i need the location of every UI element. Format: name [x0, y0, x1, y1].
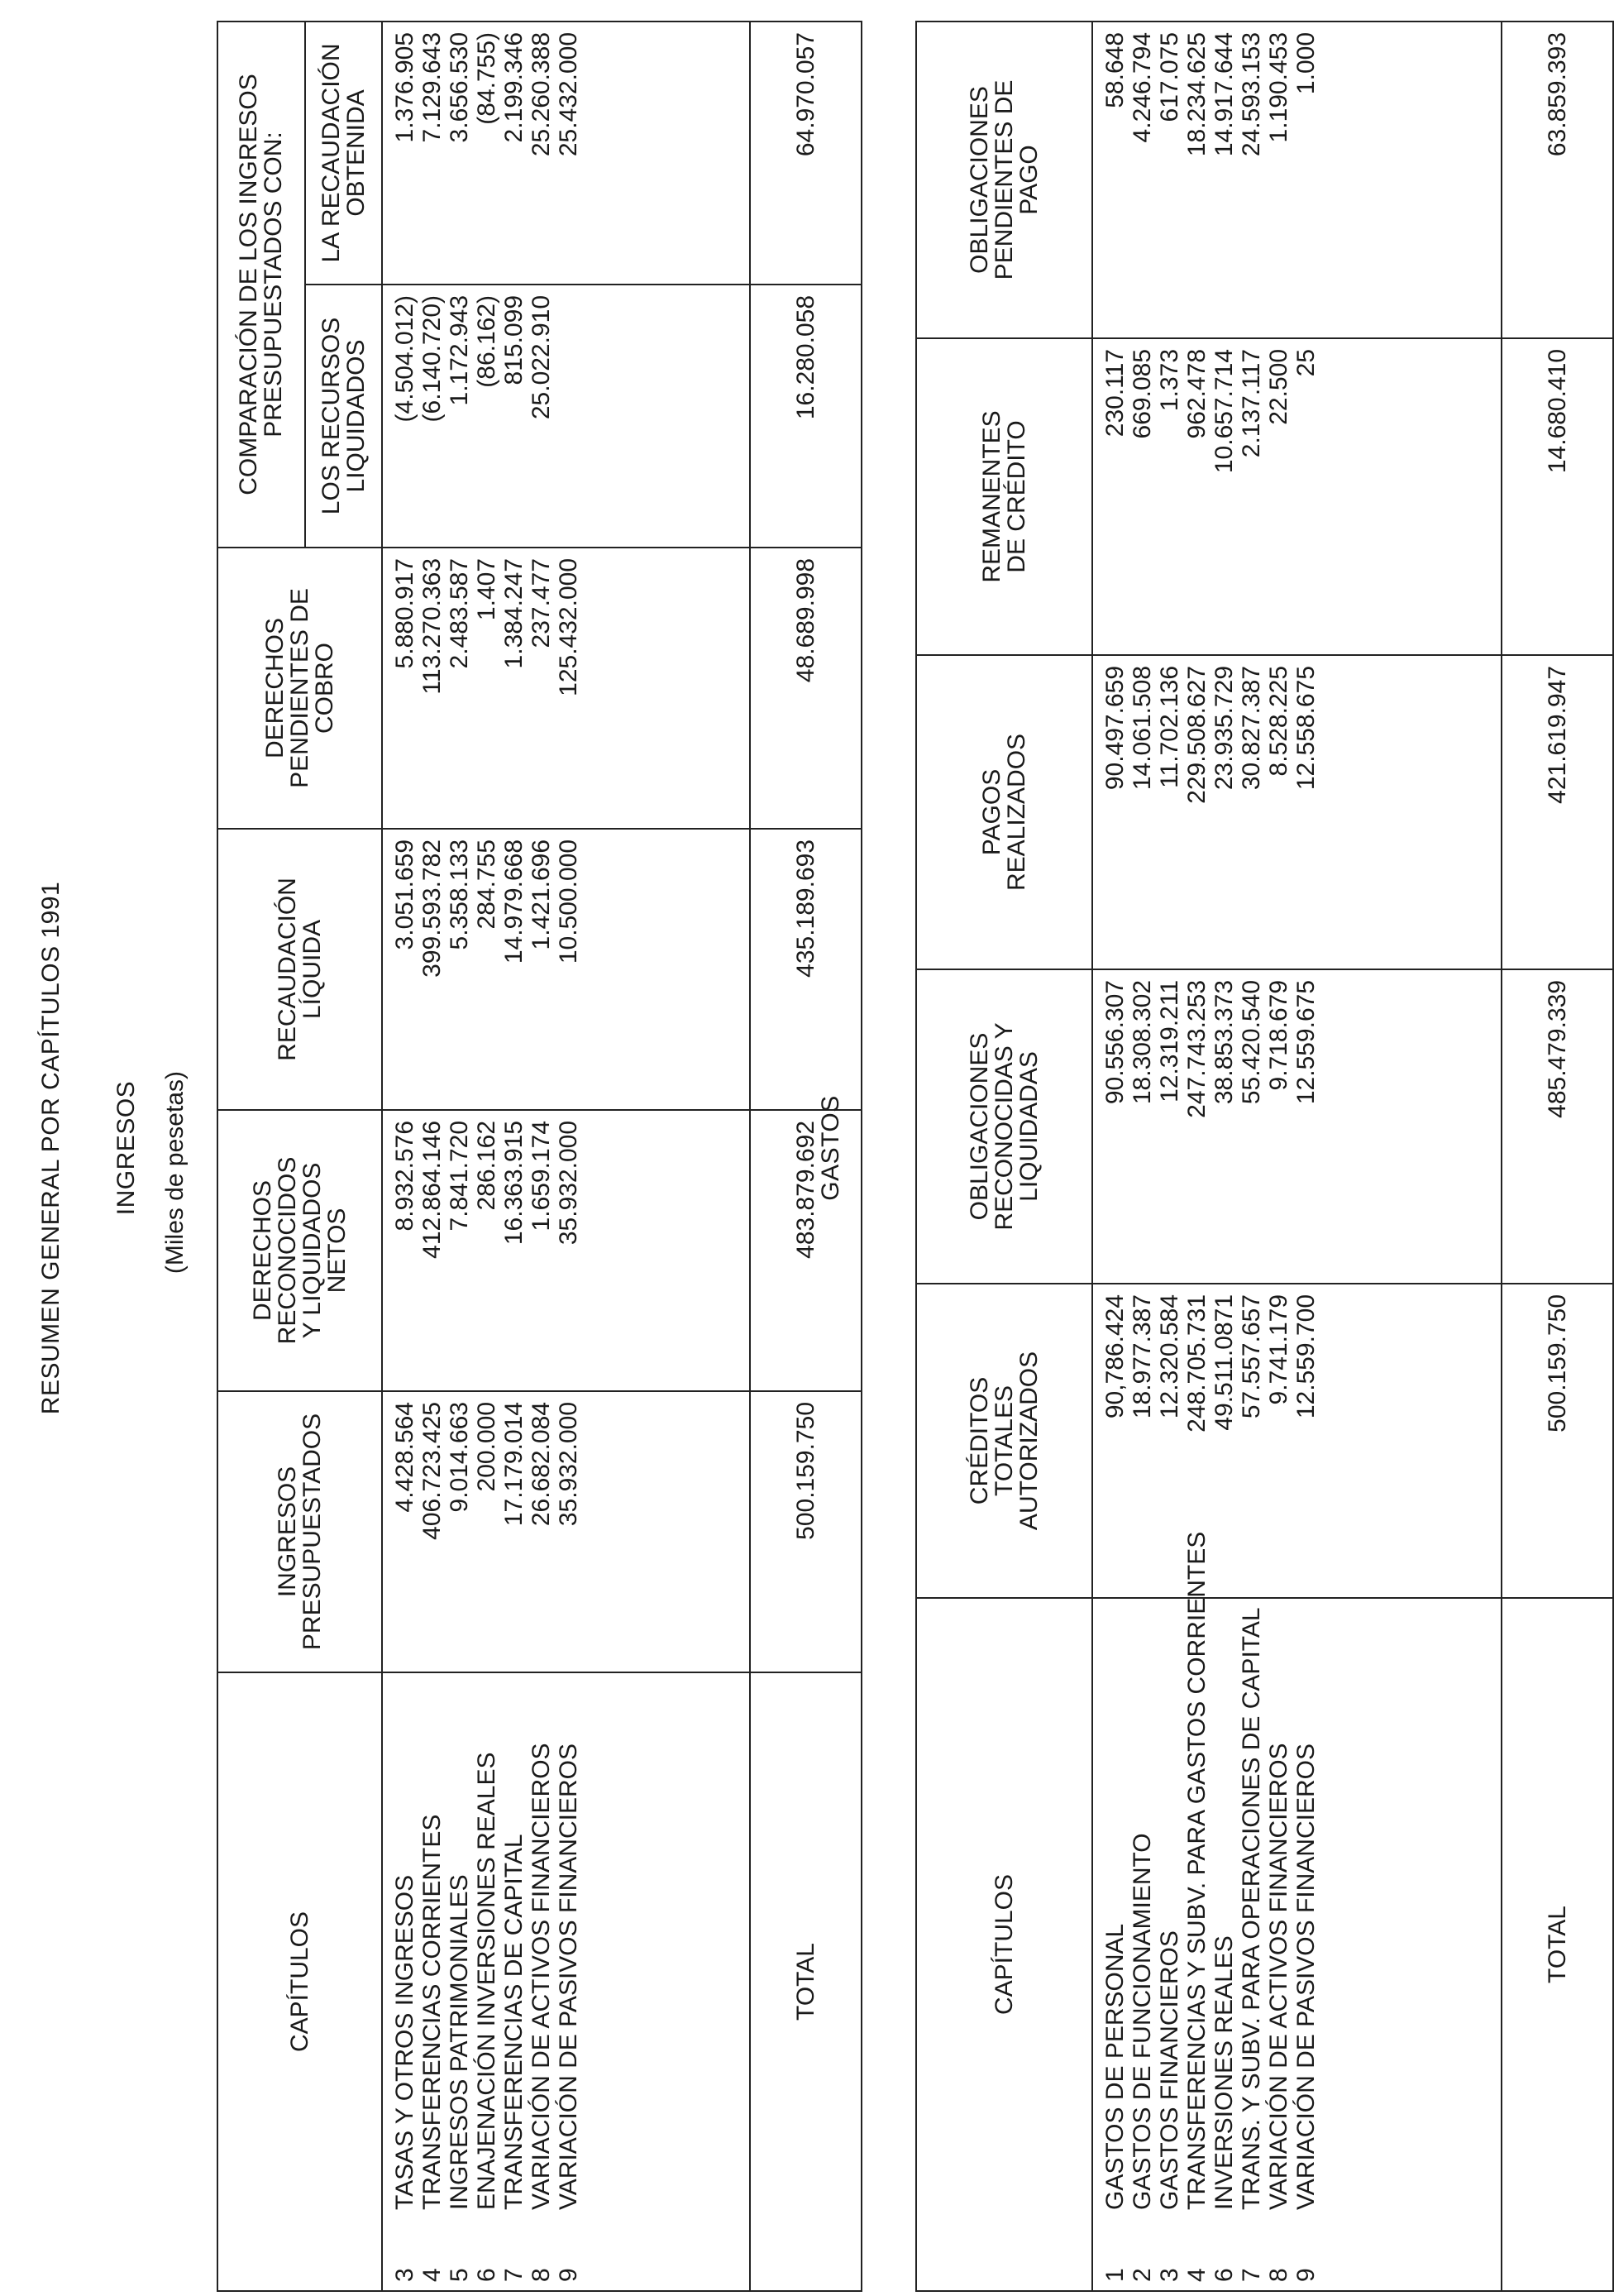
ingresos-presupuestados-values — [382, 1391, 750, 1672]
cell-value: 22.500 — [1265, 348, 1292, 425]
cell-value: 16.363.915 — [500, 1120, 528, 1246]
cell-value: 7.841.720 — [446, 1120, 473, 1232]
chapter-number: 3 — [391, 2268, 418, 2282]
document-title: RESUMEN GENERAL POR CAPÍTULOS 1991 — [37, 881, 64, 1415]
ingresos-header-presupuestados: INGRESOS PRESUPUESTADOS — [217, 1391, 382, 1672]
chapter-number: 7 — [1238, 2268, 1265, 2282]
ingresos-chapter-names — [382, 1672, 750, 2217]
chapter-name: INVERSIONES REALES — [1210, 1935, 1238, 2210]
cell-value: 90.497.659 — [1101, 665, 1129, 791]
ingresos-header-pendientes: DERECHOS PENDIENTES DE COBRO — [217, 548, 382, 829]
chapter-number: 7 — [500, 2268, 528, 2282]
gastos-remanentes-values — [1092, 338, 1502, 655]
ingresos-pendientes-values — [382, 548, 750, 829]
cell-value: (4.504.012) — [391, 294, 418, 423]
cell-value — [556, 295, 584, 547]
chapter-name: GASTOS DE FUNCIONAMIENTO — [1129, 1833, 1156, 2210]
ingresos-total-recaudacion: 435.189.693 — [750, 829, 862, 1110]
chapter-number: 8 — [528, 2268, 555, 2282]
gastos-chapter-numbers — [1092, 2217, 1502, 2291]
ingresos-total-derechos-netos: 483.879.692 — [750, 1110, 862, 1391]
cell-value: 1.172.943 — [446, 294, 473, 406]
cell-value: 248.705.731 — [1183, 1294, 1210, 1433]
gastos-total-remanentes: 14.680.410 — [1502, 338, 1613, 655]
cell-value: 25.260.388 — [528, 31, 555, 157]
chapter-name: GASTOS DE PERSONAL — [1101, 1923, 1129, 2210]
chapter-number: 5 — [446, 2268, 473, 2282]
gastos-header-creditos: CRÉDITOS TOTALES AUTORIZADOS — [916, 1284, 1092, 1598]
cell-value: 90.556.307 — [1101, 979, 1129, 1105]
cell-value: 399.593.782 — [418, 839, 446, 978]
chapter-name: INGRESOS PATRIMONIALES — [446, 1874, 473, 2210]
cell-value: 24.593.153 — [1238, 31, 1265, 157]
cell-value: 125.432.000 — [555, 557, 582, 696]
cell-value: 25.432.000 — [555, 31, 582, 157]
ingresos-recaudacion-values — [382, 829, 750, 1110]
chapter-name: TRANSFERENCIAS Y SUBV. PARA GASTOS CORRIENTES — [1183, 1531, 1210, 2210]
chapter-number: 2 — [1129, 2268, 1156, 2282]
cell-value: (86.162) — [473, 294, 500, 388]
cell-value: 90,786.424 — [1101, 1294, 1129, 1419]
cell-value: 230.117 — [1101, 348, 1129, 438]
cell-value: 412.864.146 — [418, 1120, 446, 1259]
gastos-total-pagos: 421.619.947 — [1502, 655, 1613, 969]
chapter-name: VARIACIÓN DE ACTIVOS FINANCIEROS — [1265, 1743, 1292, 2210]
ingresos-header-recaudacion: RECAUDACIÓN LÍQUIDA — [217, 829, 382, 1110]
gastos-total-row — [1502, 22, 1613, 2291]
chapter-number: 8 — [1265, 2268, 1292, 2282]
ingresos-total-presupuestados: 500.159.750 — [750, 1391, 862, 1672]
cell-value: 229.508.627 — [1183, 665, 1210, 804]
chapter-number: 4 — [418, 2268, 446, 2282]
chapter-number: 4 — [1183, 2268, 1210, 2282]
chapter-name: ENAJENACIÓN INVERSIONES REALES — [473, 1752, 500, 2210]
cell-value: 10.500.000 — [555, 839, 582, 964]
chapter-number: 9 — [1292, 2268, 1320, 2282]
gastos-body — [1092, 22, 1502, 2291]
ingresos-total-obtenida: 64.970.057 — [750, 22, 862, 285]
ingresos-total-label: TOTAL — [750, 1672, 862, 2291]
cell-value: 10.657.714 — [1210, 348, 1238, 474]
cell-value: 26.682.084 — [528, 1401, 555, 1527]
cell-value: 406.723.425 — [418, 1401, 446, 1540]
cell-value: 18.977.387 — [1129, 1294, 1156, 1419]
chapter-name: VARIACIÓN DE PASIVOS FINANCIEROS — [1292, 1744, 1320, 2210]
ingresos-total-pendientes: 48.689.998 — [750, 548, 862, 829]
cell-value: 3.656.530 — [446, 31, 473, 143]
chapter-name: TRANSFERENCIAS CORRIENTES — [418, 1814, 446, 2210]
gastos-chapter-names — [1092, 1531, 1502, 2217]
cell-value: 18.308.302 — [1129, 979, 1156, 1105]
cell-value: 8.932.576 — [391, 1120, 418, 1232]
cell-value: 25.022.910 — [528, 294, 555, 420]
cell-value: 5.880.917 — [391, 557, 418, 669]
ingresos-header-obtenida: LA RECAUDACIÓN OBTENIDA — [305, 22, 382, 285]
cell-value: 617.075 — [1156, 31, 1183, 122]
cell-value: 5.358.133 — [446, 839, 473, 950]
cell-value: 1.407 — [473, 557, 500, 621]
cell-value: 1.376.905 — [391, 31, 418, 143]
cell-value: 237.477 — [528, 557, 555, 648]
cell-value: 247.743.253 — [1183, 979, 1210, 1118]
ingresos-chapter-numbers — [382, 2217, 750, 2291]
cell-value: 14.061.508 — [1129, 665, 1156, 791]
cell-value: 9.718.679 — [1265, 979, 1292, 1091]
cell-value: 9.014.663 — [446, 1401, 473, 1513]
cell-value: 12.559.675 — [1292, 979, 1320, 1105]
cell-value: 14.979.668 — [500, 839, 528, 964]
gastos-header-remanentes: REMANENTES DE CRÉDITO — [916, 338, 1092, 655]
ingresos-table — [217, 21, 862, 2292]
ingresos-derechos-netos-values — [382, 1110, 750, 1391]
cell-value: 17.179.014 — [500, 1401, 528, 1527]
chapter-name: VARIACIÓN DE PASIVOS FINANCIEROS — [555, 1744, 582, 2210]
cell-value: 12.558.675 — [1292, 665, 1320, 791]
gastos-total-label: TOTAL — [1502, 1598, 1613, 2291]
cell-value: 2.137.117 — [1238, 348, 1265, 458]
ingresos-section-title: INGRESOS — [112, 1080, 140, 1216]
cell-value: 35.932.000 — [555, 1401, 582, 1527]
chapter-number: 9 — [555, 2268, 582, 2282]
gastos-creditos-values — [1092, 1284, 1502, 1598]
ingresos-header-recursos: LOS RECURSOS LIQUIDADOS — [305, 285, 382, 548]
cell-value: 12.319.211 — [1156, 979, 1183, 1103]
gastos-header-obligaciones: OBLIGACIONES RECONOCIDAS Y LIQUIDADAS — [916, 969, 1092, 1284]
gastos-total-pendientes: 63.859.393 — [1502, 22, 1613, 338]
cell-value: 18.234.625 — [1183, 31, 1210, 157]
gastos-total-obligaciones: 485.479.339 — [1502, 969, 1613, 1284]
cell-value: 1.373 — [1156, 348, 1183, 412]
gastos-section-title: GASTOS — [817, 1095, 844, 1201]
chapter-name: TRANSFERENCIAS DE CAPITAL — [500, 1834, 528, 2210]
gastos-table — [915, 21, 1614, 2292]
ingresos-body — [382, 22, 750, 2291]
cell-value: 4.428.564 — [391, 1401, 418, 1513]
cell-value: 25 — [1292, 348, 1320, 377]
chapter-number: 6 — [1210, 2268, 1238, 2282]
gastos-total-creditos: 500.159.750 — [1502, 1284, 1613, 1598]
cell-value: 35.932.000 — [555, 1120, 582, 1246]
ingresos-header-derechos-netos: DERECHOS RECONOCIDOS Y LIQUIDADOS NETOS — [217, 1110, 382, 1391]
cell-value: 1.384.247 — [500, 557, 528, 669]
ingresos-recursos-values — [382, 285, 750, 548]
cell-value: 815.099 — [500, 294, 528, 385]
cell-value: 2.483.587 — [446, 557, 473, 669]
cell-value: 23.935.729 — [1210, 665, 1238, 791]
cell-value: 9.741.179 — [1265, 1294, 1292, 1405]
gastos-header-pendientes: OBLIGACIONES PENDIENTES DE PAGO — [916, 22, 1092, 338]
chapter-name: TASAS Y OTROS INGRESOS — [391, 1874, 418, 2210]
cell-value: 3.051.659 — [391, 839, 418, 950]
cell-value: 1.190.453 — [1265, 31, 1292, 143]
ingresos-obtenida-values — [382, 22, 750, 285]
cell-value: 286.162 — [473, 1120, 500, 1211]
cell-value: 284.755 — [473, 839, 500, 930]
gastos-pagos-values — [1092, 655, 1502, 969]
ingresos-total-recursos: 16.280.058 — [750, 285, 862, 548]
ingresos-header-capitulos: CAPÍTULOS — [217, 1672, 382, 2291]
cell-value: 57.557.657 — [1238, 1294, 1265, 1419]
cell-value: 1.000 — [1292, 31, 1320, 95]
cell-value: 55.420.540 — [1238, 979, 1265, 1105]
cell-value: 14.917.644 — [1210, 31, 1238, 157]
cell-value: 200.000 — [473, 1401, 500, 1492]
cell-value: 58.648 — [1101, 31, 1129, 108]
cell-value: 11.702.136 — [1156, 665, 1183, 788]
cell-value: 8.528.225 — [1265, 665, 1292, 777]
chapter-number: 6 — [473, 2268, 500, 2282]
cell-value: 30.827.387 — [1238, 665, 1265, 791]
cell-value: 49.511.0871 — [1210, 1294, 1238, 1431]
cell-value: 962.478 — [1183, 348, 1210, 439]
cell-value: 7.129.643 — [418, 31, 446, 143]
gastos-pendientes-values — [1092, 22, 1502, 338]
gastos-header-pagos: PAGOS REALIZADOS — [916, 655, 1092, 969]
cell-value: 113.270.363 — [418, 557, 446, 695]
chapter-name: GASTOS FINANCIEROS — [1156, 1930, 1183, 2210]
cell-value: 2.199.346 — [500, 31, 528, 143]
cell-value: (84.755) — [473, 31, 500, 125]
ingresos-header-comparacion: COMPARACIÓN DE LOS INGRESOS PRESUPUESTADOS CON: — [217, 22, 305, 548]
gastos-obligaciones-values — [1092, 969, 1502, 1284]
cell-value: 4.246.794 — [1129, 31, 1156, 143]
cell-value: 669.085 — [1129, 348, 1156, 439]
chapter-number: 3 — [1156, 2268, 1183, 2282]
cell-value: 1.421.696 — [528, 839, 555, 950]
cell-value: 38.853.373 — [1210, 979, 1238, 1105]
gastos-header-capitulos: CAPÍTULOS — [916, 1598, 1092, 2291]
units-note: (Miles de pesetas) — [161, 1071, 189, 1275]
cell-value: 12.320.584 — [1156, 1294, 1183, 1419]
chapter-name: VARIACIÓN DE ACTIVOS FINANCIEROS — [528, 1743, 555, 2210]
cell-value: 1.659.174 — [528, 1120, 555, 1232]
cell-value: (6.140.720) — [418, 294, 446, 423]
chapter-number: 1 — [1101, 2268, 1129, 2282]
cell-value: 12.559.700 — [1292, 1294, 1320, 1419]
chapter-name: TRANS. Y SUBV. PARA OPERACIONES DE CAPITAL — [1238, 1607, 1265, 2210]
